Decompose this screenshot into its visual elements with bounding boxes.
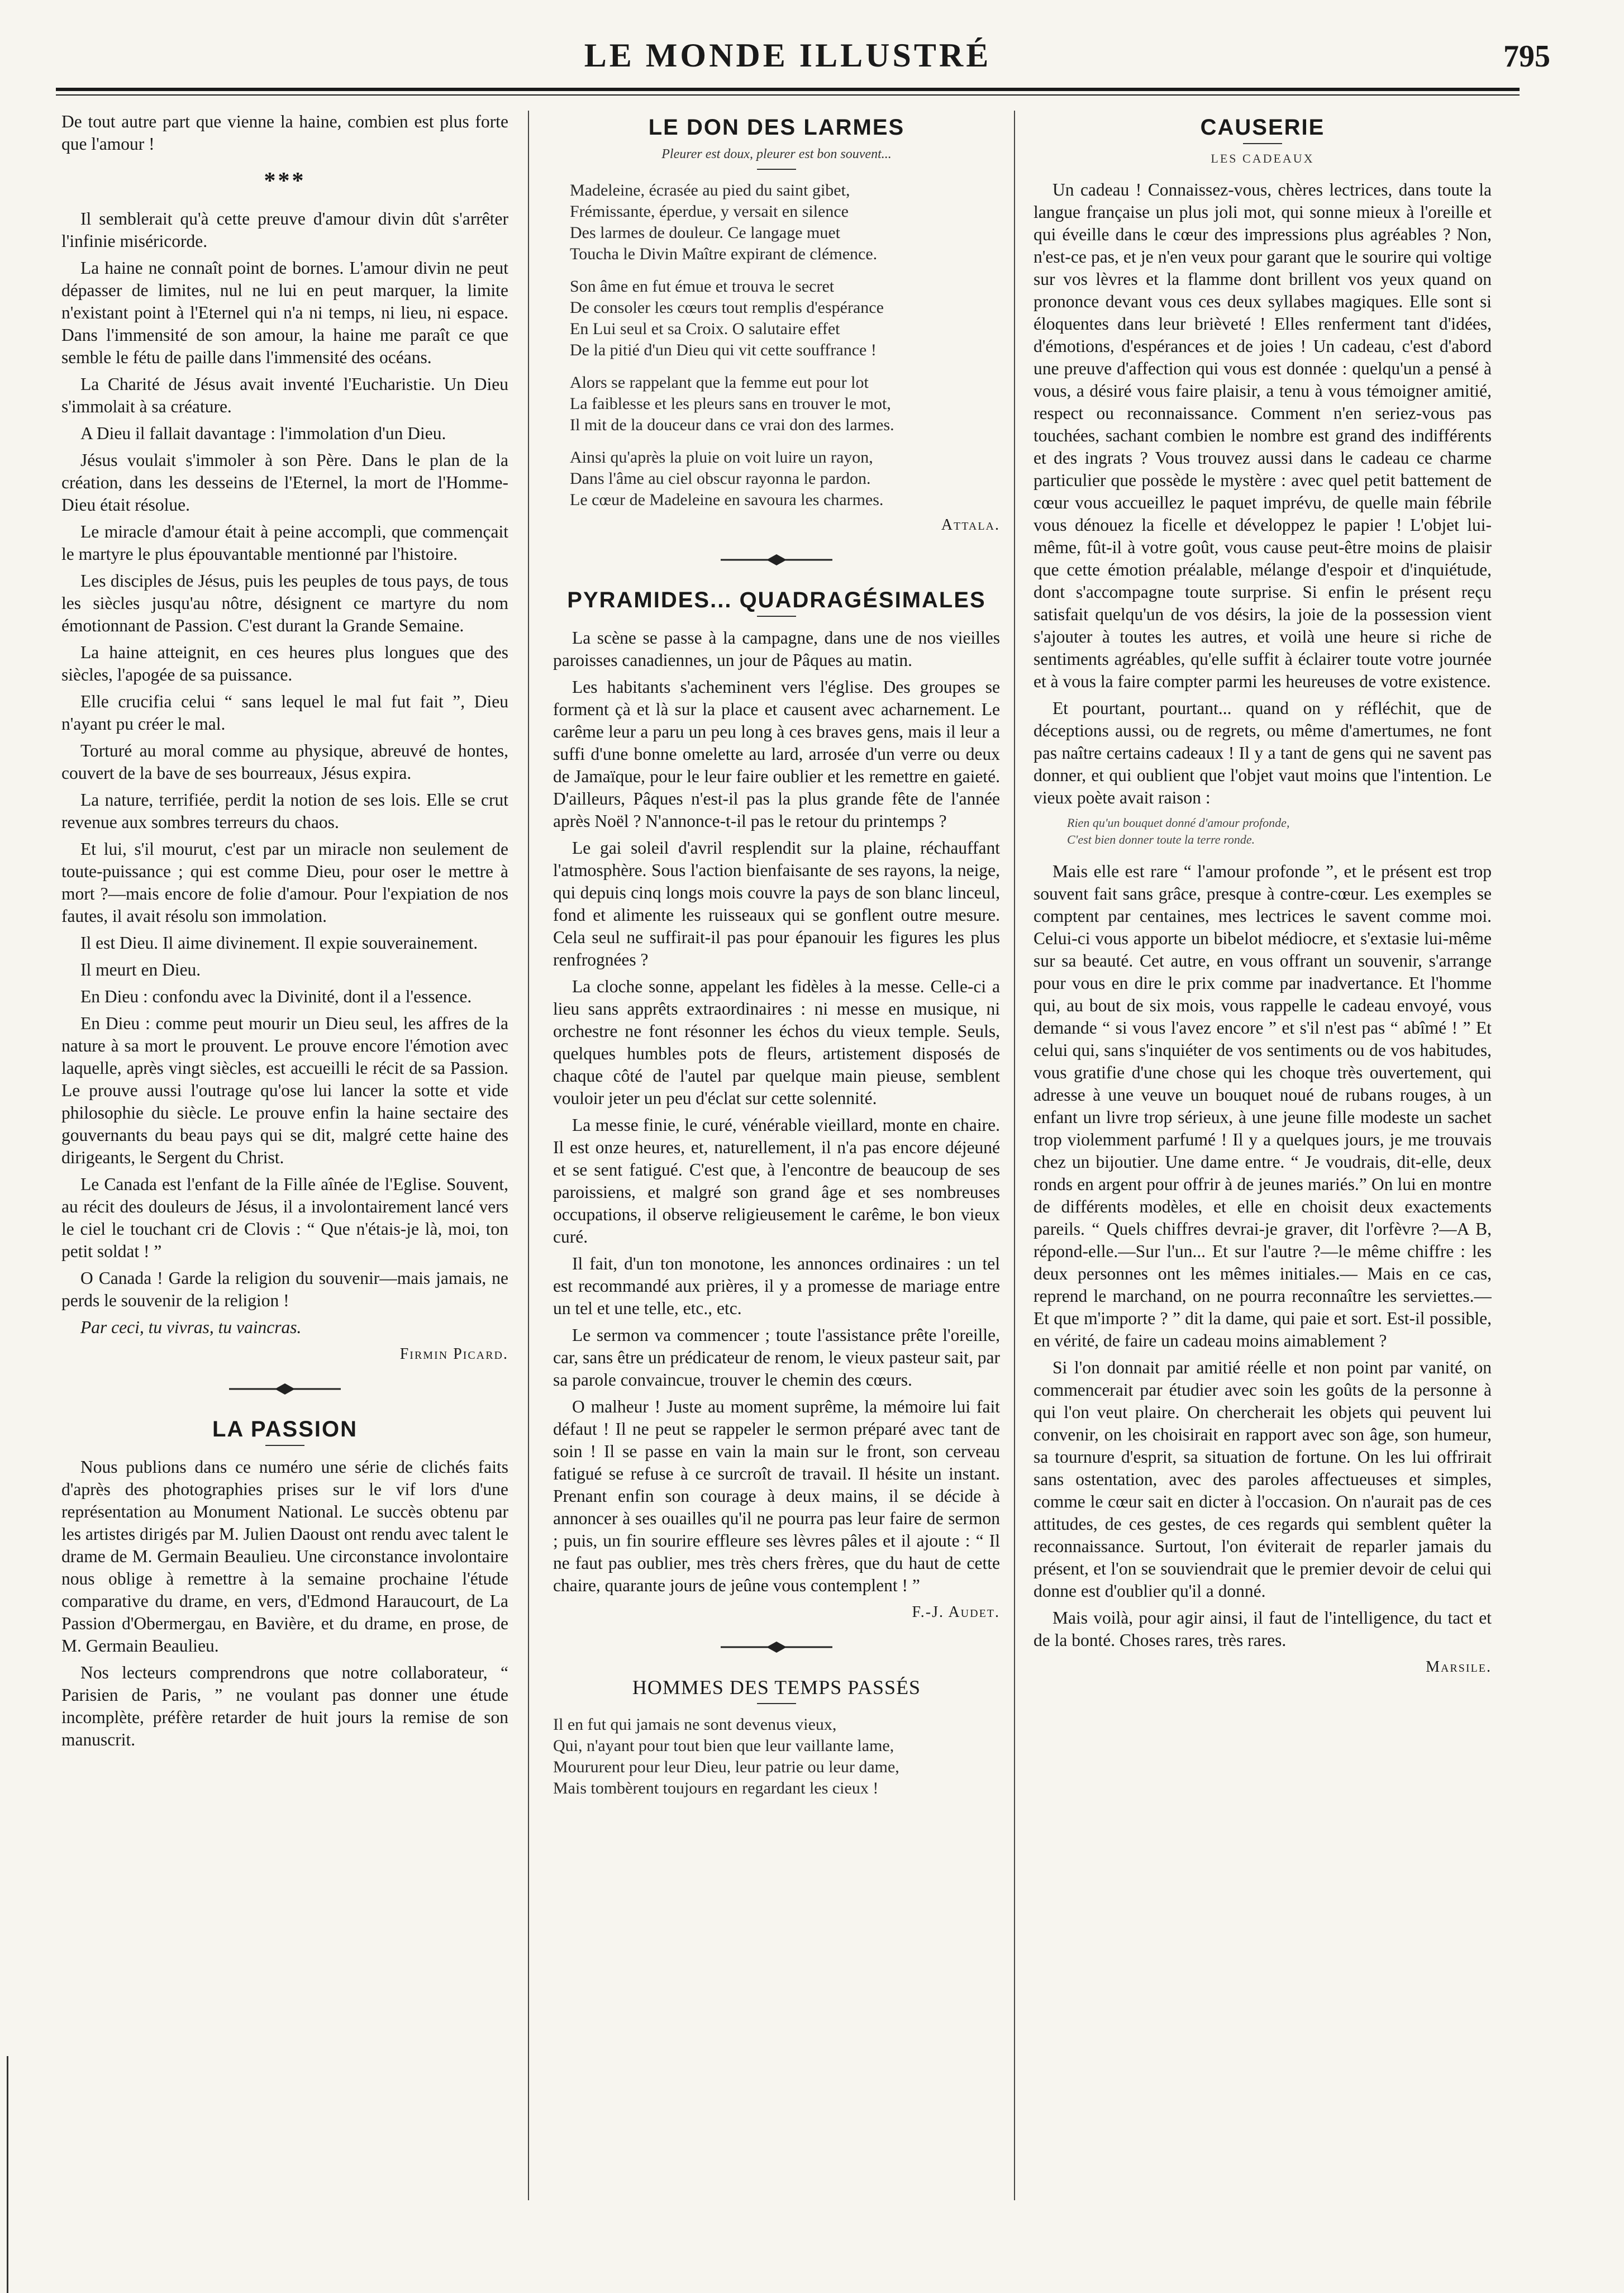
paragraph: La Charité de Jésus avait inventé l'Eucharistie. Un Dieu s'immolait à sa créature. [61,374,508,416]
poem-line: Moururent pour leur Dieu, leur patrie ou leur dame, [553,1758,899,1776]
paragraph: Les habitants s'acheminent vers l'église. Des groupes se forment çà et là sur la place et causent avec acharnement. Le carême leur a paru un peu long à ces braves gens, mais il leur a suffi d'une bonne omelette au lard, arrosée d'un verre ou deux de Jamaïque, pour le leur faire oublier et les remettre en gaieté. D'ailleurs, Pâques n'est-il pas la plus grande fête de l'année après Noël ? N'annonce-t-il pas le retour du printemps ? [553,677,1000,831]
paragraph: Si l'on donnait par amitié réelle et non point par vanité, on commencerait par étudier avec soin les goûts de la personne à qui l'on veut plaire. On chercherait les objets qui peuvent lui convenir, on les choisirait en rapport avec son âge, son humeur, sa tournure d'esprit, sa situation de fortune. On les lui offrirait sans ostentation, avec des paroles affectueuses et simples, comme le cœur sait en dicter à l'occasion. On n'aurait pas de ces attitudes, de ces gestes, de ces regards qui semblent quêter la reconnaissance. Surtout, l'on éviterait de reparler jamais du présent, et l'on se souviendrait que le premier devoir de celui qui donne est d'oublier qu'il a donné. [1034,1358,1492,1601]
section-title: LE DON DES LARMES [648,115,905,140]
section-title: HOMMES DES TEMPS PASSÉS [632,1676,921,1699]
paragraph: Le sermon va commencer ; toute l'assistance prête l'oreille, car, sans être un prédicateur de renom, le vieux pasteur sait, par sa parole convaincue, trouver le chemin des cœurs. [553,1325,1000,1390]
paragraph: Nous publions dans ce numéro une série de clichés faits d'après des photographies prises sur le vif lors d'une représentation au Monument National. Le succès obtenu par les artistes dirigés par M. Julien Daoust ont rendu avec talent le drame de M. Germain Beaulieu. Une circonstance involontaire nous oblige à remettre à la semaine prochaine l'étude comparative du drame, en vers, d'Edmond Haraucourt, de La Passion d'Obermergau, en Bavière, et du drame, en prose, de M. Germain Beaulieu. [61,1457,508,1655]
poem-line: Il mit de la douceur dans ce vrai don des larmes. [570,416,894,434]
poem-line: Mais tombèrent toujours en regardant les cieux ! [553,1779,879,1797]
paragraph: En Dieu : comme peut mourir un Dieu seul, les affres de la nature à sa mort le prouvent. Le prouve encore l'émotion avec laquelle, après vingt siècles, est accueilli le récit de sa Passion. Le prouve aussi l'outrage qu'ose lui lancer la sotte et vide philosophie du siècle. Le prouve enfin la haine sectaire des gouvernants du beau pays qui se dit, malgré cette haine des dirigeants, le Sergent du Christ. [61,1014,508,1167]
poem-stanza [553,1714,1000,1799]
poem-line: En Lui seul et sa Croix. O salutaire effet [570,320,840,338]
paragraph: La scène se passe à la campagne, dans une de nos vieilles paroisses canadiennes, un jour de Pâques au matin. [553,628,1000,670]
paragraph: Et pourtant, pourtant... quand on y réfléchit, que de déceptions aussi, ou de regrets, ou même d'amertumes, ne font pas naître certains cadeaux ! Il y a tant de gens qui ne savent pas donner, et qui oublient que l'objet vaut moins que l'intention. Le vieux poète avait raison : [1034,698,1492,807]
verse-quote [1067,815,1492,848]
poem-line: La faiblesse et les pleurs sans en trouver le mot, [570,394,891,413]
poem-line: Alors se rappelant que la femme eut pour lot [570,373,869,392]
poem-line: Madeleine, écrasée au pied du saint gibet, [570,181,850,199]
paragraph: La haine ne connaît point de bornes. L'amour divin ne peut dépasser de limites, nul ne lui en peut marquer, la limite n'existant point à l'Eternel qui n'a ni temps, ni lieu, ni espace. Dans l'immensité de son amour, la haine me paraît ce que semble le fétu de paille dans l'immensité des océans. [61,258,508,367]
author-signature: Firmin Picard. [399,1345,508,1363]
poem-line: Toucha le Divin Maître expirant de clémence. [570,245,878,263]
paragraph: Elle crucifia celui “ sans lequel le mal fut fait ”, Dieu n'ayant pu créer le mal. [61,692,508,734]
paragraph: Par ceci, tu vivras, tu vaincras. [80,1317,302,1337]
section-title: LA PASSION [212,1417,358,1442]
poem-line: Frémissante, éperdue, y versait en silence [570,202,849,221]
ornament-divider-icon [229,1382,341,1396]
section-subtitle: LES CADEAUX [1211,151,1315,165]
title-rule [265,1445,304,1446]
quote-line: C'est bien donner toute la terre ronde. [1067,832,1255,846]
title-rule [1243,143,1282,144]
epigraph: Pleurer est doux, pleurer est bon souvent... [661,147,892,161]
ornament-divider-icon [721,1640,832,1654]
paragraph: La messe finie, le curé, vénérable vieillard, monte en chaire. Il est onze heures, et, naturellement, il n'a pas encore déjeuné et se sent fatigué. C'est que, à l'encontre de beaucoup de ses paroissiens, et malgré son grand âge et ses nombreuses occupations, il observe religieusement le carême, le bon vieux curé. [553,1115,1000,1247]
column-divider [528,111,529,2200]
page-edge-mark [0,2056,8,2293]
column-3 [1034,111,1492,2267]
paragraph: Nos lecteurs comprendrons que notre collaborateur, “ Parisien de Paris, ” ne voulant pas donner une étude incomplète, préfère retarder de huit jours la remise de son manuscrit. [61,1663,508,1749]
paragraph: Torturé au moral comme au physique, abreuvé de hontes, couvert de la bave de ses bourreaux, Jésus expira. [61,741,508,783]
poem-line: De la pitié d'un Dieu qui vit cette souffrance ! [570,341,877,359]
paragraph: O Canada ! Garde la religion du souvenir—mais jamais, ne perds le souvenir de la religion ! [61,1268,508,1310]
poem-line: Le cœur de Madeleine en savoura les charmes. [570,491,884,509]
paragraph: Il fait, d'un ton monotone, les annonces ordinaires : un tel est recommandé aux prières, il y a promesse de mariage entre un tel et une telle, etc., etc. [553,1254,1000,1318]
masthead-rule [56,88,1520,91]
poem-line: Dans l'âme au ciel obscur rayonna le pardon. [570,469,871,488]
paragraph: Mais voilà, pour agir ainsi, il faut de l'intelligence, du tact et de la bonté. Choses rares, très rares. [1034,1608,1492,1650]
author-signature: Marsile. [1426,1658,1492,1676]
author-signature: F.-J. Audet. [912,1604,1000,1621]
title-rule [757,616,796,617]
paragraph: Les disciples de Jésus, puis les peuples de tous pays, de tous les siècles jusqu'au nôtre, désignent ce martyre du nom émotionnant de Passion. C'est durant la Grande Semaine. [61,571,508,635]
poem-stanza [570,372,1000,436]
paragraph: Le gai soleil d'avril resplendit sur la plaine, réchauffant l'atmosphère. Sous l'action bienfaisante de ses rayons, la neige, qui depuis cinq longs mois couvre la pays de son blanc linceul, fond et alimente les ruisseaux qui se gonflent outre mesure. Cela seul ne suffirait-il pas pour épanouir les figures les plus renfrognées ? [553,838,1000,969]
stars-divider: *** [264,168,306,194]
newspaper-title: LE MONDE ILLUSTRÉ [584,37,992,74]
title-rule [757,1703,796,1704]
section-title: CAUSERIE [1200,115,1325,140]
section-title: PYRAMIDES... QUADRAGÉSIMALES [567,588,986,612]
paragraph: La cloche sonne, appelant les fidèles à la messe. Celle-ci a lieu sans apprêts extraordinaires : ni messe en musique, ni orchestre ne font résonner les échos du vieux temple. Seuls, quelques humbles pots de fleurs, artistement disposés de chaque côté de l'autel par quelque main pieuse, semblent vouloir jeter un peu d'éclat sur cette solennité. [553,977,1000,1108]
author-signature: Attala. [941,516,1000,534]
column-1 [61,111,508,2267]
poem-line: Des larmes de douleur. Ce langage muet [570,223,841,242]
poem-stanza [570,447,1000,511]
paragraph: En Dieu : confondu avec la Divinité, dont il a l'essence. [80,987,472,1006]
paragraph: Et lui, s'il mourut, c'est par un miracle non seulement de toute-puissance ; qui est comme Dieu, pour oser le mettre à mort ?—mais encore de folie d'amour. Pour l'expiation de nos fautes, il avait résolu son immolation. [61,839,508,926]
poem-line: De consoler les cœurs tout remplis d'espérance [570,298,884,317]
paragraph: Il est Dieu. Il aime divinement. Il expie souverainement. [80,933,478,953]
paragraph: Jésus voulait s'immoler à son Père. Dans le plan de la création, dans les desseins de l'Eternel, la mort de l'Homme-Dieu était résolue. [61,450,508,515]
paragraph: Il meurt en Dieu. [80,960,201,979]
poem-line: Il en fut qui jamais ne sont devenus vieux, [553,1715,837,1734]
paragraph: O malheur ! Juste au moment suprême, la mémoire lui fait défaut ! Il ne peut se rappeler le sermon préparé avec tant de soin ! Il se passe en vain la main sur le front, son cerveau fatigué se refuse à ce surcroît de travail. Il hésite un instant. Prenant enfin son courage à deux mains, il se décide à annoncer à ses ouailles qu'il ne pourra pas leur faire de sermon ; puis, un fin sourire effleure ses lèvres pâles et il ajoute : “ Il ne faut pas oublier, mes très chers frères, que du haut de cette chaire, quarante jours de jeûne vous contemplent ! ” [553,1397,1000,1595]
poem-line: Qui, n'ayant pour tout bien que leur vaillante lame, [553,1737,894,1755]
ornament-divider-icon [721,553,832,567]
poem-line: Son âme en fut émue et trouva le secret [570,277,835,296]
paragraph: La haine atteignit, en ces heures plus longues que des siècles, l'apogée de sa puissance. [61,643,508,684]
paragraph: Mais elle est rare “ l'amour profonde ”, et le présent est trop souvent fait sans grâce, presque à contre-cœur. Les exemples se comptent par centaines, mes lectrices le savent comme moi. Celui-ci vous apporte un bibelot médiocre, et s'extasie lui-même sur sa beauté. Cet autre, en vous offrant un souvenir, s'arrange pour vous en dire le prix comme par inadvertance. Et l'homme qui, au bout de six mois, vous rappelle le cadeau envoyé, vous demande “ si vous l'avez encore ” et s'il n'est pas “ abîmé ! ” Et celui qui, sans s'inquiéter de vos sentiments ou de vos habitudes, vous gratifie d'une chose qui les choque très ouvertement, qui adresse à une veuve un bouquet noué de rubans rouges, à un enfant un livre trop sérieux, à une jeune fille modeste un sachet trop violemment parfumé ! Il y a quelques jours, je me trouvais chez un bijoutier. Une dame entre. “ Je voudrais, dit-elle, deux ronds en argent pour offrir à de jeunes mariés.” On lui en montre de différents modèles, et elle en choisit deux exactements pareils. “ Quels chiffres devrai-je graver, dit l'orfèvre ?—A B, répond-elle.—Sur l'un... Et sur l'autre ?—le même chiffre : les deux personnes ont les mêmes initiales.— Mais en ce cas, reprend le marchand, on ne pourra reconnaître les serviettes.—Et que m'importe ? ” dit la dame, qui paie et sort. Est-il possible, en vérité, de faire un cadeau moins aimablement ? [1034,862,1492,1350]
paragraph: La nature, terrifiée, perdit la notion de ses lois. Elle se crut revenue aux sombres terreurs du chaos. [61,790,508,832]
poem-stanza [570,276,1000,361]
poem-stanza [570,180,1000,265]
paragraph: Il semblerait qu'à cette preuve d'amour divin dût s'arrêter l'infinie miséricorde. [61,209,508,251]
page-number: 795 [1503,39,1550,74]
paragraph: Un cadeau ! Connaissez-vous, chères lectrices, dans toute la langue française un plus joli mot, qui sonne mieux à l'oreille et qui éveille dans le cœur des impressions plus agréables ? Non, n'est-ce pas, et je n'en veux pour garant que le sourire qui voltige sur vos lèvres et la flamme dont brillent vos yeux quand on prononce devant vous ces deux syllabes magiques. Elle sont si éloquentes dans leur brièveté ! Elles renferment tant d'idées, d'émotions, d'espérances et de joies ! Un cadeau, c'est d'abord une preuve d'affection qui vous est donnée : quelqu'un a pensé à vous, a désiré vous faire plaisir, a tenu à vous témoigner amitié, respect ou reconnaissance. Comment n'en seriez-vous pas touchées, sachant combien le nombre est grand des indifférents et des ingrats ? Vous trouvez aussi dans le cadeau ce charme particulier que possède le mystère : avec quel petit battement de cœur vous accueillez le paquet imprévu, de quelle main fébrile vous dénouez la ficelle et développez le papier ! L'objet lui-même, fût-il à votre goût, vous cause peut-être moins de plaisir que cette émotion préalable, mélange d'espoir et d'inquiétude, dont s'accompagne toute surprise. Si enfin le présent reçu satisfait quelqu'un de vos désirs, la joie de la possession vient s'ajouter à toutes les autres, et voilà une heure si riche de sentiments agréables, qu'elle suffit à éclairer toute votre journée et à vous la faire compter parmi les heureuses de votre existence. [1034,180,1492,691]
column-2 [553,111,1000,2267]
paragraph: Le Canada est l'enfant de la Fille aînée de l'Eglise. Souvent, au récit des douleurs de Jésus, il a involontairement lancé vers le ciel le touchant cri de Clovis : “ Que n'étais-je là, moi, ton petit soldat ! ” [61,1174,508,1261]
masthead [56,36,1550,103]
masthead-rule-thin [56,94,1520,96]
poem-line: Ainsi qu'après la pluie on voit luire un rayon, [570,448,873,467]
column-divider [1014,111,1015,2200]
paragraph: Le miracle d'amour était à peine accompli, que commençait le martyre le plus épouvantable mentionné par l'histoire. [61,522,508,564]
paragraph: De tout autre part que vienne la haine, combien est plus forte que l'amour ! [61,112,508,154]
paragraph: A Dieu il fallait davantage : l'immolation d'un Dieu. [80,424,446,443]
title-rule [757,169,796,170]
quote-line: Rien qu'un bouquet donné d'amour profonde, [1067,816,1290,830]
